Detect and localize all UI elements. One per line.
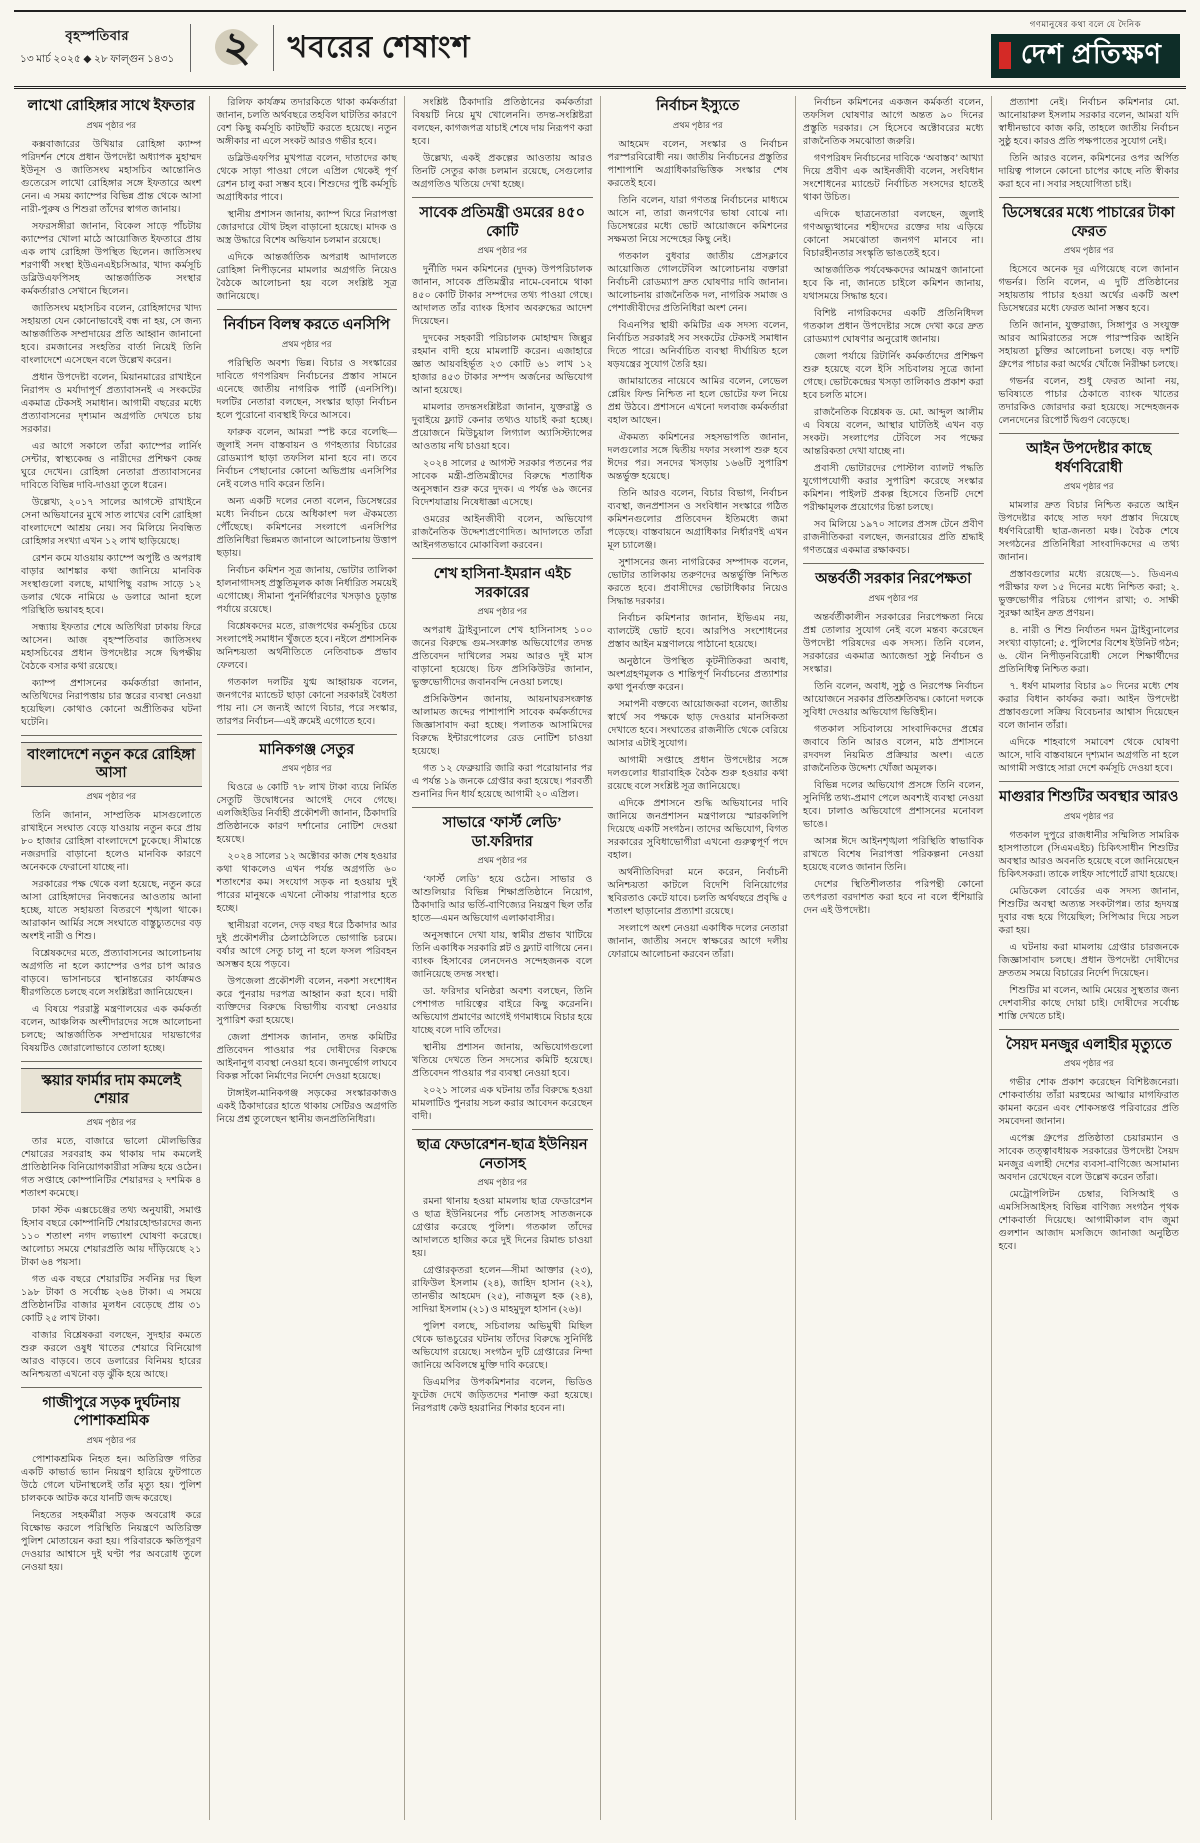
story-paragraph: ঐকমত্য কমিশনের সহসভাপতি জানান, দলগুলোর সঙ্গে দ্বিতীয় দফার সংলাপ শুরু হবে ঈদের পর। সনদের খসড়ায় ১৬৬টি সুপারিশ অন্তর্ভুক্ত হয়েছে। — [607, 431, 788, 482]
story-paragraph: বাজার বিশ্লেষকরা বলছেন, সুদহার কমতে শুরু করলে ওষুধ খাতের শেয়ারে বিনিয়োগ আরও বাড়বে। তবে ডলারের বিনিময় হারের অনিশ্চয়তা এখনো বড় ঝুঁকি হয়ে আছে। — [21, 1329, 202, 1380]
story-headline: আইন উপদেষ্টার কাছে ধর্ষণবিরোধী — [1026, 441, 1152, 476]
story-headline: মানিকগঞ্জ সেতুর — [259, 741, 355, 758]
story-paragraph: তিনি জানান, যুক্তরাজ্য, সিঙ্গাপুর ও সংযুক্ত আরব আমিরাতের সঙ্গে পারস্পরিক আইনি সহায়তা চুক্তির আলোচনা চলছে। বড় দশটি গ্রুপের পাচার করা অর্থের খোঁজে নিরীক্ষা চলছে। — [998, 320, 1179, 371]
story-paragraph: বিশ্লেষকদের মতে, রাজপথের কর্মসূচির চেয়ে সংলাপেই সমাধান খুঁজতে হবে। নইলে প্রশাসনিক অনিশ্চয়তা অর্থনীতিতে নেতিবাচক প্রভাব ফেলবে। — [216, 620, 397, 671]
story-paragraph: এর আগে সকালে তাঁরা ক্যাম্পের লার্নিং সেন্টার, স্বাস্থ্যকেন্দ্র ও নারীদের প্রশিক্ষণ কেন্দ্র ঘুরে দেখেন। রোহিঙ্গা নেতারা প্রত্যাবাসনের দাবিতে বিভিন্ন দাবি-দাওয়া তুলে ধরেন। — [21, 440, 202, 491]
news-column-4 — [600, 96, 796, 1820]
story-headline: সাভারে ‘ফার্স্ট লেডি’ ডা.ফরিদার — [442, 815, 562, 850]
story-paragraph: দুদকের সহকারী পরিচালক মোহাম্মদ জিল্লুর রহমান বাদী হয়ে মামলাটি করেন। এজাহারে জ্ঞাত আয়বহির্ভূত ২৩ কোটি ৬১ লাখ ১২ হাজার ৪৫৩ টাকার সম্পদ অর্জনের অভিযোগ আনা হয়েছে। — [412, 333, 593, 397]
story-paragraph: গভীর শোক প্রকাশ করেছেন বিশিষ্টজনেরা। শোকবার্তায় তাঁরা মরহুমের আত্মার মাগফিরাত কামনা করেন এবং শোকসন্তপ্ত পরিবারের প্রতি সমবেদনা জানান। — [998, 1077, 1179, 1128]
story-paragraph: গতকাল দুপুরে রাজধানীর সম্মিলিত সামরিক হাসপাতালে (সিএমএইচ) চিকিৎসাধীন শিশুটির অবস্থার আরও অবনতি হয়েছে বলে জানিয়েছেন চিকিৎসকরা। তাকে লাইফ সাপোর্টে রাখা হয়েছে। — [998, 829, 1179, 880]
story-headline: অন্তর্বর্তী সরকার নিরপেক্ষতা — [815, 571, 972, 587]
story-paragraph: এদিকে ছাত্রনেতারা বলছেন, জুলাই গণঅভ্যুত্থানের শহীদদের রক্তের দায় এড়িয়ে কোনো সমঝোতা জনগণ মানবে না। বিচারহীনতার সংস্কৃতি ভাঙতেই হবে। — [803, 209, 984, 259]
story-paragraph: প্রসিকিউশন জানায়, আয়নাঘরসংক্রান্ত আলামত জব্দের পাশাপাশি সাবেক কর্মকর্তাদের জিজ্ঞাসাবাদ করা হচ্ছে। পলাতক আসামিদের বিরুদ্ধে ইন্টারপোলের রেড নোটিশ চাওয়া হয়েছে। — [412, 694, 593, 758]
story-paragraph: সংশ্লিষ্ট ঠিকাদারি প্রতিষ্ঠানের কর্মকর্তারা বিষয়টি নিয়ে মুখ খোলেননি। তদন্ত-সংশ্লিষ্টরা বলছেন, কাগজপত্র যাচাই শেষে দায় নিরূপণ করা হবে। — [412, 97, 593, 147]
story-paragraph: সংলাপে অংশ নেওয়া একাধিক দলের নেতারা জানান, জাতীয় সনদে স্বাক্ষরের আগে দলীয় ফোরামে আলোচনা করবেন তাঁরা। — [607, 922, 788, 960]
story-paragraph: অন্য একটি দলের নেতা বলেন, ডিসেম্বরের মধ্যে নির্বাচন চেয়ে অধিকাংশ দল ঐকমত্যে পৌঁছেছে। কমিশনের সংলাপে এনসিপির প্রতিনিধিরা ভিন্নমত জানালে আলোচনায় উত্তাপ ছড়ায়। — [216, 495, 397, 559]
news-story — [21, 97, 202, 729]
story-paragraph: উপজেলা প্রকৌশলী বলেন, নকশা সংশোধন করে পুনরায় দরপত্র আহ্বান করা হবে। দায়ী ব্যক্তিদের বিরুদ্ধে বিভাগীয় ব্যবস্থা নেওয়ার সুপারিশ করা হয়েছে। — [216, 976, 397, 1027]
story-paragraph: গ্রেপ্তারকৃতরা হলেন—সীমা আক্তার (২৩), রাফিউল ইসলাম (২৪), জাহিদ হাসান (২২), তানভীর আহমেদ (২৫), নাজমুল হক (২৪), সাদিয়া ইসলাম (২১) ও মাহমুদুল হাসান (২৬)। — [412, 1265, 593, 1316]
story-paragraph: মেট্রোপলিটন চেম্বার, বিসিআই ও এমসিসিআইসহ বিভিন্ন বাণিজ্য সংগঠন পৃথক শোকবার্তা দিয়েছে। আগামীকাল বাদ জুমা গুলশান আজাদ মসজিদে জানাজা অনুষ্ঠিত হবে। — [998, 1189, 1179, 1253]
news-story — [21, 1061, 202, 1381]
story-paragraph: জেলা পর্যায়ে রিটার্নিং কর্মকর্তাদের প্রশিক্ষণ শুরু হয়েছে বলে ইসি সচিবালয় সূত্রে জানা গেছে। ভোটকেন্দ্রের খসড়া তালিকাও প্রকাশ করা হবে চলতি মাসে। — [803, 351, 984, 401]
story-paragraph: এ ঘটনায় করা মামলায় গ্রেপ্তার চারজনকে জিজ্ঞাসাবাদ চলছে। প্রধান উপদেষ্টা দোষীদের দ্রুততম সময়ে বিচারের নির্দেশ দিয়েছেন। — [998, 941, 1179, 979]
story-paragraph: সন্ধ্যায় ইফতার শেষে অতিথিরা ঢাকায় ফিরে আসেন। আজ বৃহস্পতিবার জাতিসংঘ মহাসচিবের প্রধান উপদেষ্টার সঙ্গে দ্বিপক্ষীয় বৈঠকে বসার কথা রয়েছে। — [21, 621, 202, 672]
story-paragraph: পরিস্থিতি অবশ্য ভিন্ন। বিচার ও সংস্কারের দাবিতে গণপরিষদ নির্বাচনের প্রস্তাব সামনে এনেছে জাতীয় নাগরিক পার্টি (এনসিপি)। দলটির নেতারা বলছেন, সংস্কার ছাড়া নির্বাচন হলে পুরোনো ব্যবস্থাই ফিরে আসবে। — [216, 357, 397, 421]
story-paragraph: জাতিসংঘ মহাসচিব বলেন, রোহিঙ্গাদের খাদ্য সহায়তা যেন কোনোভাবেই বন্ধ না হয়, সে জন্য আন্তর্জাতিক সম্প্রদায়ের প্রতি আহ্বান জানানো হবে। রমজানের সংহতির বার্তা নিয়েই তিনি বাংলাদেশে এসেছেন বলে উল্লেখ করেন। — [21, 302, 202, 366]
story-paragraph: প্রত্যাশা নেই। নির্বাচন কমিশনার মো. আনোয়ারুল ইসলাম সরকার বলেন, আমরা যদি স্বাধীনভাবে কাজ করি, তাহলে জাতীয় নির্বাচন সুষ্ঠু হবে। কারও প্রতি পক্ষপাতের সুযোগ নেই। — [998, 97, 1179, 147]
story-paragraph: তিনি বলেন, অবাধ, সুষ্ঠু ও নিরপেক্ষ নির্বাচন আয়োজনে সরকার প্রতিশ্রুতিবদ্ধ। কোনো দলকে সুবিধা দেওয়ার অভিযোগ ভিত্তিহীন। — [803, 680, 984, 718]
story-paragraph: সফরসঙ্গীরা জানান, বিকেল সাড়ে পাঁচটায় ক্যাম্পের খোলা মাঠে আয়োজিত ইফতারে প্রায় এক লাখ রোহিঙ্গা উপস্থিত ছিলেন। জাতিসংঘ শরণার্থী সংস্থা ইউএনএইচসিআর, খাদ্য কর্মসূচি ডব্লিউএফপিসহ আন্তর্জাতিক সংস্থার কর্মকর্তারাও সেখানে ছিলেন। — [21, 220, 202, 297]
story-paragraph: সুশাসনের জন্য নাগরিকের সম্পাদক বলেন, ভোটার তালিকায় তরুণদের অন্তর্ভুক্তি নিশ্চিত করতে হবে। প্রবাসীদের ভোটাধিকার নিয়েও সিদ্ধান্ত দরকার। — [607, 556, 788, 607]
continued-from-front-label: প্রথম পৃষ্ঠার পর — [477, 606, 528, 617]
section-title: খবরের শেষাংশ — [287, 30, 471, 64]
story-paragraph: সমাপনী বক্তব্যে আয়োজকরা বলেন, জাতীয় স্বার্থে সব পক্ষকে ছাড় দেওয়ার মানসিকতা দেখাতে হবে। সংঘাতের রাজনীতি থেকে বেরিয়ে আসার এটাই সুযোগ। — [607, 698, 788, 749]
story-paragraph: নির্বাচন কমিশনের একজন কর্মকর্তা বলেন, তফসিল ঘোষণার আগে অন্তত ৯০ দিনের প্রস্তুতি দরকার। সে হিসেবে অক্টোবরের মধ্যে রাজনৈতিক সমঝোতা জরুরি। — [803, 97, 984, 147]
story-paragraph: এদিকে শাহবাগে সমাবেশ থেকে ঘোষণা আসে, দাবি বাস্তবায়নে দৃশ্যমান অগ্রগতি না হলে আগামী সপ্তাহে সারা দেশে কর্মসূচি দেওয়া হবে। — [998, 737, 1179, 775]
story-paragraph: ডব্লিউএফপির মুখপাত্র বলেন, দাতাদের কাছ থেকে সাড়া পাওয়া গেলে এপ্রিল থেকেই পূর্ণ রেশন চালু করা সম্ভব হবে। শিশুদের পুষ্টি কর্মসূচি অগ্রাধিকার পাবে। — [216, 153, 397, 203]
story-headline: নির্বাচন বিলম্ব করতে এনসিপি — [223, 317, 390, 333]
story-paragraph: স্থানীয় প্রশাসন জানায়, অভিযোগগুলো খতিয়ে দেখতে তিন সদস্যের কমিটি হয়েছে। প্রতিবেদন পাওয়ার পর ব্যবস্থা নেওয়া হবে। — [412, 1042, 593, 1080]
story-headline: লাখো রোহিঙ্গার সাথে ইফতার — [27, 98, 195, 114]
continued-from-front-label: প্রথম পৃষ্ঠার পর — [1063, 810, 1114, 821]
story-paragraph: ডা. ফরিদার ঘনিষ্ঠরা অবশ্য বলছেন, তিনি পেশাগত দায়িত্বের বাইরে কিছু করেননি। অভিযোগ প্রমাণের আগেই গণমাধ্যমে বিচার হয়ে যাচ্ছে বলে দাবি তাঁদের। — [412, 986, 593, 1037]
page-header — [14, 10, 1186, 89]
story-paragraph: বিএনপির স্থায়ী কমিটির এক সদস্য বলেন, নির্বাচিত সরকারই সব সংকটের টেকসই সমাধান দিতে পারে। অনির্বাচিত ব্যবস্থা দীর্ঘায়িত হলে ষড়যন্ত্রের সুযোগ তৈরি হয়। — [607, 319, 788, 370]
story-headline: সৈয়দ মনজুর এলাহীর মৃত্যুতে — [1005, 1036, 1172, 1053]
date-line: ১৩ মার্চ ২০২৫ ◆ ২৮ ফাল্গুন ১৪৩১ — [20, 54, 175, 65]
story-paragraph: তার মতে, বাজারে ভালো মৌলভিত্তির শেয়ারের সরবরাহ কম থাকায় দাম কমলেই প্রাতিষ্ঠানিক বিনিয়োগকারীরা সক্রিয় হয়ে ওঠেন। গত সপ্তাহে কোম্পানিটির শেয়ারদর ২ দশমিক ৪ শতাংশ কমেছে। — [21, 1135, 202, 1199]
story-paragraph: অপরাধ ট্রাইব্যুনালে শেখ হাসিনাসহ ১০০ জনের বিরুদ্ধে গুম-সংক্রান্ত অভিযোগের তদন্ত প্রতিবেদন দাখিলের সময় আরও দুই মাস বাড়ানো হয়েছে। চিফ প্রসিকিউটর জানান, ভুক্তভোগীদের জবানবন্দি নেওয়া চলছে। — [412, 625, 593, 689]
story-paragraph: এদিকে প্রশাসনে শুদ্ধি অভিযানের দাবি জানিয়ে জনপ্রশাসন মন্ত্রণালয়ে স্মারকলিপি দিয়েছে একটি সংগঠন। তাদের অভিযোগ, বিগত সরকারের সুবিধাভোগীরা এখনো গুরুত্বপূর্ণ পদে বহাল। — [607, 797, 788, 861]
story-paragraph: বিশ্লেষকদের মতে, প্রত্যাবাসনের আলোচনায় অগ্রগতি না হলে ক্যাম্পের ওপর চাপ আরও বাড়বে। ভাসানচরে স্থানান্তরের কার্যক্রমও ধীরগতিতে চলছে বলে সংশ্লিষ্টরা জানিয়েছেন। — [21, 947, 202, 998]
story-headline: শেখ হাসিনা-ইমরান এইচ সরকারের — [433, 566, 571, 601]
news-story — [412, 558, 593, 801]
story-paragraph: রেশন কমে যাওয়ায় ক্যাম্পে অপুষ্টি ও অপরাধ বাড়ার আশঙ্কার কথা জানিয়ে মানবিক সংস্থাগুলো বলছে, মাথাপিছু বরাদ্দ সাড়ে ১২ ডলার থেকে নামিয়ে ৬ ডলারে আনা হলে পরিস্থিতি ভয়াবহ হবে। — [21, 552, 202, 616]
story-paragraph: গত এক বছরে শেয়ারটির সর্বনিম্ন দর ছিল ১৯৮ টাকা ও সর্বোচ্চ ২৬৪ টাকা। এ সময়ে প্রতিষ্ঠানটির বাজার মূলধন বেড়েছে প্রায় ৩১ কোটি ২৫ লাখ টাকা। — [21, 1273, 202, 1324]
news-column-5 — [795, 96, 991, 1820]
masthead — [991, 18, 1184, 78]
masthead-tagline: গণমানুষের কথা বলে যে দৈনিক — [1029, 19, 1142, 29]
masthead-flag-icon — [999, 42, 1011, 69]
story-paragraph: ডিএমপির উপকমিশনার বলেন, ভিডিও ফুটেজ দেখে জড়িতদের শনাক্ত করা হয়েছে। নিরপরাধ কেউ হয়রানির শিকার হবেন না। — [412, 1377, 593, 1415]
story-paragraph: অনুসন্ধানে দেখা যায়, স্বামীর প্রভাব খাটিয়ে তিনি একাধিক সরকারি প্লট ও ফ্ল্যাট বাগিয়ে নেন। ব্যাংক হিসাবের লেনদেনও সন্দেহজনক বলে জানিয়েছে তদন্ত সংস্থা। — [412, 930, 593, 981]
news-story — [999, 197, 1180, 427]
story-paragraph: অনুষ্ঠানে উপস্থিত কূটনীতিকরা অবাধ, অংশগ্রহণমূলক ও শান্তিপূর্ণ নির্বাচনের প্রত্যাশার কথা পুনর্ব্যক্ত করেন। — [607, 655, 788, 693]
news-story — [999, 1029, 1180, 1254]
news-story — [21, 1387, 202, 1574]
date-box — [16, 24, 191, 72]
story-paragraph: গভর্নর বলেন, শুধু ফেরত আনা নয়, ভবিষ্যতে পাচার ঠেকাতে ব্যাংক খাতের তদারকিও জোরদার করা হয়েছে। সন্দেহজনক লেনদেনের রিপোর্ট দ্বিগুণ বেড়েছে। — [998, 376, 1179, 427]
continued-from-front-label: প্রথম পৃষ্ঠার পর — [477, 1177, 528, 1188]
news-column-6 — [991, 96, 1187, 1820]
continued-from-front-label: প্রথম পৃষ্ঠার পর — [477, 855, 528, 866]
story-paragraph: ২০২৪ সালের ৫ আগস্ট সরকার পতনের পর সাবেক মন্ত্রী-প্রতিমন্ত্রীদের বিরুদ্ধে শতাধিক অনুসন্ধান শুরু করে দুদক। এ পর্যন্ত ৬৯ জনের বিদেশযাত্রায় নিষেধাজ্ঞা এসেছে। — [412, 458, 593, 509]
story-paragraph: মামলার তদন্তসংশ্লিষ্টরা জানান, যুক্তরাষ্ট্র ও দুবাইয়ে ফ্ল্যাট কেনার তথ্যও যাচাই করা হচ্ছে। প্রয়োজনে মিউচুয়াল লিগ্যাল অ্যাসিস্ট্যান্সের আওতায় নথি চাওয়া হবে। — [412, 402, 593, 453]
story-paragraph: প্রস্তাবগুলোর মধ্যে রয়েছে—১. ডিএনএ পরীক্ষার ফল ১৫ দিনের মধ্যে নিশ্চিত করা; ২. ভুক্তভোগীর পরিচয় গোপন রাখা; ৩. সাক্ষী সুরক্ষা আইন দ্রুত প্রণয়ন। — [998, 569, 1179, 620]
story-paragraph: পোশাকশ্রমিক নিহত হন। অতিরিক্ত গতির একটি কাভার্ড ভ্যান নিয়ন্ত্রণ হারিয়ে ফুটপাতে উঠে গেলে ঘটনাস্থলেই তাঁর মৃত্যু হয়। পুলিশ চালককে আটক করে যানটি জব্দ করেছে। — [21, 1453, 202, 1504]
story-paragraph: গত ১২ ফেব্রুয়ারি জারি করা পরোয়ানার পর এ পর্যন্ত ১৯ জনকে গ্রেপ্তার করা হয়েছে। পরবর্তী শুনানির দিন ধার্য হয়েছে আগামী ২০ এপ্রিল। — [412, 763, 593, 801]
weekday-label: বৃহস্পতিবার — [65, 28, 129, 43]
continued-from-front-label: প্রথম পৃষ্ঠার পর — [281, 338, 332, 349]
story-paragraph: শিশুটির মা বলেন, আমি মেয়ের সুস্থতার জন্য দেশবাসীর কাছে দোয়া চাই। দোষীদের সর্বোচ্চ শাস্তি দেখতে চাই। — [998, 984, 1179, 1022]
story-paragraph: নির্বাচন কমিশন সূত্র জানায়, ভোটার তালিকা হালনাগাদসহ প্রস্তুতিমূলক কাজ নির্ধারিত সময়েই এগোচ্ছে। সীমানা পুনর্নির্ধারণের খসড়াও চূড়ান্ত পর্যায়ে রয়েছে। — [216, 564, 397, 615]
story-headline: মাগুরার শিশুটির অবস্থার আরও — [999, 789, 1179, 806]
story-paragraph: উল্লেখ্য, একই প্রকল্পের আওতায় আরও তিনটি সেতুর কাজ চলমান রয়েছে, সেগুলোর অগ্রগতিও খতিয়ে দেখা হচ্ছে। — [412, 153, 593, 190]
story-paragraph: ২০২১ সালের এক ঘটনায় তাঁর বিরুদ্ধে হওয়া মামলাটিও পুনরায় সচল করার আবেদন করেছেন বাদী। — [412, 1085, 593, 1123]
news-story — [412, 807, 593, 1123]
story-paragraph: গণপরিষদ নির্বাচনের দাবিকে ‘অবাস্তব’ আখ্যা দিয়ে প্রবীণ এক আইনজীবী বলেন, সংবিধান সংশোধনের ম্যান্ডেট নির্বাচিত সংসদের হাতেই থাকা উচিত। — [803, 153, 984, 203]
story-paragraph: প্রধান উপদেষ্টা বলেন, মিয়ানমারের রাখাইনে নিরাপদ ও মর্যাদাপূর্ণ প্রত্যাবাসনই এ সংকটের একমাত্র টেকসই সমাধান। আগামী বছরের মধ্যে প্রত্যাবাসনের দৃশ্যমান অগ্রগতি দেখতে চায় সরকার। — [21, 371, 202, 435]
continued-from-front-label: প্রথম পৃষ্ঠার পর — [86, 1434, 137, 1445]
story-paragraph: রমনা থানায় হওয়া মামলায় ছাত্র ফেডারেশন ও ছাত্র ইউনিয়নের পাঁচ নেতাসহ সাতজনকে গ্রেপ্তার করেছে পুলিশ। গতকাল তাঁদের আদালতে হাজির করে দুই দিনের রিমান্ড চাওয়া হয়। — [412, 1196, 593, 1260]
news-story — [608, 97, 789, 961]
story-paragraph: ফারুক বলেন, আমরা স্পষ্ট করে বলেছি—জুলাই সনদ বাস্তবায়ন ও গণহত্যার বিচারের রোডম্যাপ ছাড়া তফসিল মানা হবে না। তবে নির্বাচন পেছানোর কোনো অভিপ্রায় এনসিপির নেই বলেও দাবি করেন তিনি। — [216, 426, 397, 490]
story-paragraph: অর্থনীতিবিদরা মনে করেন, নির্বাচনী অনিশ্চয়তা কাটলে বিদেশি বিনিয়োগের স্থবিরতাও কেটে যাবে। চলতি অর্থবছরে প্রবৃদ্ধি ৫ শতাংশ ছাড়ানোর প্রত্যাশা রয়েছে। — [607, 866, 788, 917]
story-paragraph: প্রবাসী ভোটারদের পোস্টাল ব্যালট পদ্ধতি যুগোপযোগী করার সুপারিশ করেছে সংস্কার কমিশন। পাইলট প্রকল্প হিসেবে তিনটি দেশে পরীক্ষামূলক প্রয়োগের চিন্তা চলছে। — [803, 463, 984, 513]
story-paragraph: তিনি জানান, সাম্প্রতিক মাসগুলোতে রাখাইনে সংঘাত বেড়ে যাওয়ায় নতুন করে প্রায় ৮০ হাজার রোহিঙ্গা বাংলাদেশে ঢুকেছে। সীমান্তে নজরদারি বাড়ানো হলেও মানবিক কারণে অনেককে ফেরানো যাচ্ছে না। — [21, 809, 202, 873]
story-paragraph: ঢাকা স্টক এক্সচেঞ্জের তথ্য অনুযায়ী, সমাপ্ত হিসাব বছরে কোম্পানিটি শেয়ারহোল্ডারদের জন্য ১১০ শতাংশ নগদ লভ্যাংশ ঘোষণা করেছে। আলোচ্য সময়ে শেয়ারপ্রতি আয় দাঁড়িয়েছে ২১ টাকা ৬৪ পয়সা। — [21, 1204, 202, 1268]
news-story — [999, 433, 1180, 775]
story-paragraph: বিশিষ্ট নাগরিকদের একটি প্রতিনিধিদল গতকাল প্রধান উপদেষ্টার সঙ্গে দেখা করে দ্রুত রোডম্যাপ ঘোষণার অনুরোধ জানায়। — [803, 308, 984, 345]
story-paragraph: তিনি আরও বলেন, কমিশনের ওপর অর্পিত দায়িত্ব পালনে কোনো চাপের কাছে নতি স্বীকার করা হবে না। সবার সহযোগিতা চাই। — [998, 153, 1179, 190]
news-column-1 — [14, 96, 209, 1820]
continued-from-front-label: প্রথম পৃষ্ঠার পর — [1063, 1058, 1114, 1069]
story-paragraph: স্থানীয় প্রশাসন জানায়, ক্যাম্প ঘিরে নিরাপত্তা জোরদারে যৌথ টহল বাড়ানো হয়েছে। মাদক ও অস্ত্র উদ্ধারে বিশেষ অভিযান চলমান রয়েছে। — [216, 209, 397, 246]
news-story — [803, 96, 984, 557]
story-headline: সাবেক প্রতিমন্ত্রী ওমরের ৪৫০ কোটি — [419, 205, 586, 240]
story-paragraph: এপেক্স গ্রুপের প্রতিষ্ঠাতা চেয়ারম্যান ও সাবেক তত্ত্বাবধায়ক সরকারের উপদেষ্টা সৈয়দ মনজুর এলাহী দেশের ব্যবসা-বাণিজ্যে অসামান্য অবদান রেখেছেন বলে উল্লেখ করেন তাঁরা। — [998, 1133, 1179, 1184]
news-column-3 — [404, 96, 600, 1820]
continued-from-front-label: প্রথম পৃষ্ঠার পর — [86, 119, 137, 130]
news-column-2 — [209, 96, 405, 1820]
story-paragraph: আগামী সপ্তাহে প্রধান উপদেষ্টার সঙ্গে দলগুলোর ধারাবাহিক বৈঠক শুরু হওয়ার কথা রয়েছে বলে সংশ্লিষ্ট সূত্র জানিয়েছে। — [607, 754, 788, 792]
story-paragraph: ৭. ধর্ষণ মামলার বিচার ৯০ দিনের মধ্যে শেষ করার বিধান কার্যকর করা। আইন উপদেষ্টা প্রস্তাবগুলো সক্রিয় বিবেচনার আশ্বাস দিয়েছেন বলে জানান তাঁরা। — [998, 681, 1179, 732]
story-paragraph: এদিকে আন্তর্জাতিক অপরাধ আদালতে রোহিঙ্গা নিপীড়নের মামলার অগ্রগতি নিয়েও বৈঠকে আলোচনা হয় বলে সংশ্লিষ্ট সূত্র জানিয়েছে। — [216, 252, 397, 302]
story-paragraph: আন্তর্জাতিক পর্যবেক্ষকদের আমন্ত্রণ জানানো হবে কি না, জানতে চাইলে কমিশন জানায়, যথাসময়ে সিদ্ধান্ত হবে। — [803, 265, 984, 302]
story-paragraph: ক্যাম্প প্রশাসনের কর্মকর্তারা জানান, অতিথিদের নিরাপত্তায় চার স্তরের ব্যবস্থা নেওয়া হয়েছিল। কোথাও কোনো অপ্রীতিকর ঘটনা ঘটেনি। — [21, 677, 202, 728]
story-paragraph: মামলার দ্রুত বিচার নিশ্চিত করতে আইন উপদেষ্টার কাছে সাত দফা প্রস্তাব দিয়েছে ধর্ষণবিরোধী ছাত্র-জনতা মঞ্চ। বৈঠক শেষে সংগঠনের প্রতিনিধিরা সাংবাদিকদের এ তথ্য জানান। — [998, 500, 1179, 564]
continued-from-front-label: প্রথম পৃষ্ঠার পর — [672, 119, 723, 130]
story-paragraph: হিসেবে অনেক দূর এগিয়েছে বলে জানান গভর্নর। তিনি বলেন, এ দুটি প্রতিষ্ঠানের সহায়তায় পাচার হওয়া অর্থের একটি অংশ ডিসেম্বরের মধ্যে ফেরত আনা সম্ভব হবে। — [998, 264, 1179, 315]
story-paragraph: মেডিকেল বোর্ডের এক সদস্য জানান, শিশুটির অবস্থা অত্যন্ত সংকটাপন্ন। তার হৃদযন্ত্র দুবার বন্ধ হয়ে গিয়েছিল; সিপিআর দিয়ে সচল করা হয়। — [998, 885, 1179, 936]
story-paragraph: রাজনৈতিক বিশ্লেষক ড. মো. আব্দুল আলীম এ বিষয়ে বলেন, আস্থার ঘাটতিই এখন বড় সংকট। সংলাপের টেবিলে সব পক্ষের আন্তরিকতা দেখা যাচ্ছে না। — [803, 407, 984, 457]
news-story — [412, 96, 593, 191]
story-paragraph: তিনি বলেন, যারা গণতন্ত্র নির্বাচনের মাধ্যমে আসে না, তারা জনগণের ভাষা বোঝে না। ডিসেম্বরের মধ্যে ভোট আয়োজনে কমিশনের সক্ষমতা নিয়ে সন্দেহের কিছু নেই। — [607, 194, 788, 245]
story-paragraph: ওমরের আইনজীবী বলেন, অভিযোগ রাজনৈতিক উদ্দেশ্যপ্রণোদিত। আদালতে তাঁরা আইনগতভাবে মোকাবিলা করবেন। — [412, 514, 593, 552]
story-paragraph: গতকাল সচিবালয়ে সাংবাদিকদের প্রশ্নের জবাবে তিনি আরও বলেন, মাঠ প্রশাসনে রদবদল নিয়মিত প্রক্রিয়ার অংশ। এতে রাজনৈতিক উদ্দেশ্য খোঁজা অমূলক। — [803, 723, 984, 774]
news-story — [217, 734, 398, 1127]
story-paragraph: নিহতের সহকর্মীরা সড়ক অবরোধ করে বিক্ষোভ করলে পরিস্থিতি নিয়ন্ত্রণে অতিরিক্ত পুলিশ মোতায়েন করা হয়। পরিবারকে ক্ষতিপূরণ দেওয়ার আশ্বাসে দুই ঘণ্টা পর অবরোধ তুলে নেওয়া হয়। — [21, 1509, 202, 1573]
news-story — [21, 735, 202, 1055]
story-headline: নির্বাচন ইস্যুতে — [656, 98, 740, 114]
continued-from-front-label: প্রথম পৃষ্ঠার পর — [86, 790, 137, 801]
story-paragraph: এ বিষয়ে পররাষ্ট্র মন্ত্রণালয়ের এক কর্মকর্তা বলেন, আঞ্চলিক অংশীদারদের সঙ্গে আলোচনা চলছে; আন্তর্জাতিক সম্প্রদায়ের দায়ভাগের বিষয়টিও জোরালোভাবে তোলা হচ্ছে। — [21, 1003, 202, 1054]
story-paragraph: জামায়াতের নায়েবে আমির বলেন, লেভেল প্লেয়িং ফিল্ড নিশ্চিত না হলে ভোটের ফল নিয়ে প্রশ্ন উঠবে। প্রশাসনে এখনো দলবাজ কর্মকর্তারা বহাল আছেন। — [607, 375, 788, 426]
page-number: ২ — [205, 25, 273, 71]
story-paragraph: আহমেদ বলেন, সংস্কার ও নির্বাচন পরস্পরবিরোধী নয়। জাতীয় নির্বাচনের প্রস্তুতির পাশাপাশি অগ্রাধিকারভিত্তিক সংস্কার শেষ করতেই হবে। — [607, 138, 788, 189]
continued-from-front-label: প্রথম পৃষ্ঠার পর — [1063, 481, 1114, 492]
story-paragraph: আসন্ন ঈদে আইনশৃঙ্খলা পরিস্থিতি স্বাভাবিক রাখতে বিশেষ নিরাপত্তা পরিকল্পনা নেওয়া হয়েছে বলেও জানান তিনি। — [803, 835, 984, 873]
story-headline: স্কয়ার ফার্মার দাম কমলেই শেয়ার — [21, 1068, 202, 1113]
story-headline: গাজীপুরে সড়ক দুর্ঘটনায় পোশাকশ্রমিক — [42, 1394, 181, 1430]
story-paragraph: জেলা প্রশাসক জানান, তদন্ত কমিটির প্রতিবেদন পাওয়ার পর দোষীদের বিরুদ্ধে আইনানুগ ব্যবস্থা নেওয়া হবে। জনদুর্ভোগ লাঘবে বিকল্প সাঁকো নির্মাণের নির্দেশ দেওয়া হয়েছে। — [216, 1032, 397, 1083]
story-paragraph: ২০২৪ সালের ১২ অক্টোবর কাজ শেষ হওয়ার কথা থাকলেও এখন পর্যন্ত অগ্রগতি ৬০ শতাংশের কম। সংযোগ সড়ক না হওয়ায় দুই পারের মানুষকে এখনো নৌকায় পারাপার হতে হচ্ছে। — [216, 851, 397, 915]
news-story — [412, 1129, 593, 1415]
story-paragraph: রিলিফ কার্যক্রম তদারকিতে থাকা কর্মকর্তারা জানান, চলতি অর্থবছরে তহবিল ঘাটতির কারণে বেশ কিছু কর্মসূচি কাটছাঁট করতে হয়েছে। নতুন অঙ্গীকার না এলে সংকট আরও গভীর হবে। — [216, 97, 397, 147]
story-paragraph: পুলিশ বলছে, সচিবালয় অভিমুখী মিছিল থেকে ভাঙচুরের ঘটনায় তাঁদের বিরুদ্ধে সুনির্দিষ্ট অভিযোগ রয়েছে। সংগঠন দুটি গ্রেপ্তারের নিন্দা জানিয়ে অবিলম্বে মুক্তি দাবি করেছে। — [412, 1321, 593, 1372]
continued-from-front-label: প্রথম পৃষ্ঠার পর — [868, 592, 919, 603]
continued-from-front-label: প্রথম পৃষ্ঠার পর — [477, 245, 528, 256]
story-headline: বাংলাদেশে নতুন করে রোহিঙ্গা আসা — [21, 742, 202, 787]
news-story — [217, 96, 398, 303]
story-paragraph: নির্বাচন কমিশনার জানান, ইভিএম নয়, ব্যালটেই ভোট হবে। আরপিও সংশোধনের প্রস্তাব আইন মন্ত্রণালয়ে পাঠানো হয়েছে। — [607, 612, 788, 650]
story-paragraph: অন্তর্বর্তীকালীন সরকারের নিরপেক্ষতা নিয়ে প্রশ্ন তোলার সুযোগ নেই বলে মন্তব্য করেছেন উপদেষ্টা পরিষদের এক সদস্য। তিনি বলেন, সরকারের একমাত্র অ্যাজেন্ডা সুষ্ঠু নির্বাচন ও সংস্কার। — [803, 611, 984, 675]
news-story — [999, 96, 1180, 191]
story-headline: ছাত্র ফেডারেশন-ছাত্র ইউনিয়ন নেতাসহ — [416, 1137, 588, 1172]
story-paragraph: দুর্নীতি দমন কমিশনের (দুদক) উপপরিচালক জানান, সাবেক প্রতিমন্ত্রীর নামে-বেনামে থাকা ৪৫০ কোটি টাকার সম্পদের তথ্য পাওয়া গেছে। আদালত তাঁর ব্যাংক হিসাব অবরুদ্ধের আদেশ দিয়েছেন। — [412, 264, 593, 328]
story-headline: ডিসেম্বরের মধ্যে পাচারের টাকা ফেরত — [1002, 205, 1175, 240]
story-paragraph: সব মিলিয়ে ১৯৭০ সালের প্রসঙ্গ টেনে প্রবীণ রাজনীতিকরা বলছেন, জনরায়ের প্রতি শ্রদ্ধাই গণতন্ত্রের একমাত্র রক্ষাকবচ। — [803, 519, 984, 556]
news-story — [217, 309, 398, 728]
news-story — [999, 781, 1180, 1023]
story-paragraph: স্থানীয়রা বলেন, দেড় বছর ধরে ঠিকাদার আর দুই প্রকৌশলীর ঠেলাঠেলিতে ভোগান্তি চরমে। বর্ষার আগে সেতু চালু না হলে ফসল পরিবহন অসম্ভব হয়ে পড়বে। — [216, 920, 397, 971]
story-paragraph: ৪. নারী ও শিশু নির্যাতন দমন ট্রাইব্যুনালের সংখ্যা বাড়ানো; ৫. পুলিশের বিশেষ ইউনিট গঠন; ৬. যৌন নিপীড়নবিরোধী সেলে শিক্ষার্থীদের প্রতিনিধিত্ব নিশ্চিত করা। — [998, 625, 1179, 676]
story-paragraph: ‘ফার্স্ট লেডি’ হয়ে ওঠেন। সাভার ও আশুলিয়ার বিভিন্ন শিক্ষাপ্রতিষ্ঠানে নিয়োগ, ঠিকাদারি আর ভর্তি-বাণিজ্যের নিয়ন্ত্রণ ছিল তাঁর হাতে—এমন অভিযোগ এলাকাবাসীর। — [412, 874, 593, 925]
story-paragraph: তিনি আরও বলেন, বিচার বিভাগ, নির্বাচন ব্যবস্থা, জনপ্রশাসন ও সংবিধান সংস্কারে গঠিত কমিশনগুলোর প্রতিবেদন ইতিমধ্যে জমা পড়েছে। বাস্তবায়নে অগ্রাধিকার নির্ধারণই এখন মূল চ্যালেঞ্জ। — [607, 487, 788, 551]
story-paragraph: বিভিন্ন দলের অভিযোগ প্রসঙ্গে তিনি বলেন, সুনির্দিষ্ট তথ্য-প্রমাণ পেলে অবশ্যই ব্যবস্থা নেওয়া হবে। ঢালাও অভিযোগে প্রশাসনের মনোবল ভাঙে। — [803, 779, 984, 830]
story-paragraph: উল্লেখ্য, ২০১৭ সালের আগস্টে রাখাইনে সেনা অভিযানের মুখে সাত লাখের বেশি রোহিঙ্গা বাংলাদেশে আশ্রয় নেয়। সব মিলিয়ে নিবন্ধিত রোহিঙ্গার সংখ্যা এখন ১২ লাখ ছাড়িয়েছে। — [21, 496, 202, 547]
news-story — [803, 563, 984, 917]
story-paragraph: কক্সবাজারের উখিয়ার রোহিঙ্গা ক্যাম্প পরিদর্শন শেষে প্রধান উপদেষ্টা অধ্যাপক মুহাম্মদ ইউনূস ও জাতিসংঘ মহাসচিব আন্তোনিও গুতেরেস লাখো রোহিঙ্গার সঙ্গে ইফতারে অংশ নেন। এ সময় ক্যাম্পের বিভিন্ন প্রান্ত থেকে আসা নারী-পুরুষ ও শিশুরা তাঁদের স্বাগত জানায়। — [21, 138, 202, 215]
story-paragraph: গতকাল বুধবার জাতীয় প্রেসক্লাবে আয়োজিত গোলটেবিল আলোচনায় বক্তারা নির্বাচনী রোডম্যাপ দ্রুত ঘোষণার দাবি জানান। আলোচনায় রাজনৈতিক দল, নাগরিক সমাজ ও পেশাজীবীদের প্রতিনিধিরা অংশ নেন। — [607, 250, 788, 314]
story-paragraph: টাঙ্গাইল-মানিকগঞ্জ সড়কের সংস্কারকাজও একই ঠিকাদারের হাতে থাকায় সেটিরও অগ্রগতি নিয়ে প্রশ্ন তুলেছেন স্থানীয় জনপ্রতিনিধিরা। — [216, 1088, 397, 1126]
story-paragraph: সরকারের পক্ষ থেকে বলা হয়েছে, নতুন করে আসা রোহিঙ্গাদের নিবন্ধনের আওতায় আনা হচ্ছে, যাতে সহায়তা বিতরণে শৃঙ্খলা থাকে। আরাকান আর্মির সঙ্গে সংঘাতে বাস্তুচ্যুতদের বড় অংশই নারী ও শিশু। — [21, 878, 202, 942]
story-paragraph: দেশের স্থিতিশীলতার পরিপন্থী কোনো তৎপরতা বরদাশত করা হবে না বলে হুঁশিয়ারি দেন এই উপদেষ্টা। — [803, 878, 984, 916]
continued-from-front-label: প্রথম পৃষ্ঠার পর — [86, 1116, 137, 1127]
story-paragraph: গতকাল দলটির যুগ্ম আহ্বায়ক বলেন, জনগণের ম্যান্ডেট ছাড়া কোনো সরকারই বৈধতা পায় না। সে জন্যই আগে বিচার, পরে সংস্কার, তারপর নির্বাচন—এই ক্রমেই এগোতে হবে। — [216, 676, 397, 727]
news-story — [412, 197, 593, 552]
news-columns — [14, 96, 1186, 1820]
masthead-name: দেশ প্রতিক্ষণ — [1020, 39, 1162, 69]
continued-from-front-label: প্রথম পৃষ্ঠার পর — [281, 763, 332, 774]
continued-from-front-label: প্রথম পৃষ্ঠার পর — [1063, 245, 1114, 256]
masthead-logo — [991, 34, 1180, 78]
story-paragraph: ঘিওরে ৬ কোটি ৭৮ লাখ টাকা ব্যয়ে নির্মিত সেতুটি উদ্বোধনের আগেই দেবে গেছে। এলজিইডির নির্বাহী প্রকৌশলী জানান, ঠিকাদারি প্রতিষ্ঠানকে কারণ দর্শানোর নোটিশ দেওয়া হয়েছে। — [216, 782, 397, 846]
